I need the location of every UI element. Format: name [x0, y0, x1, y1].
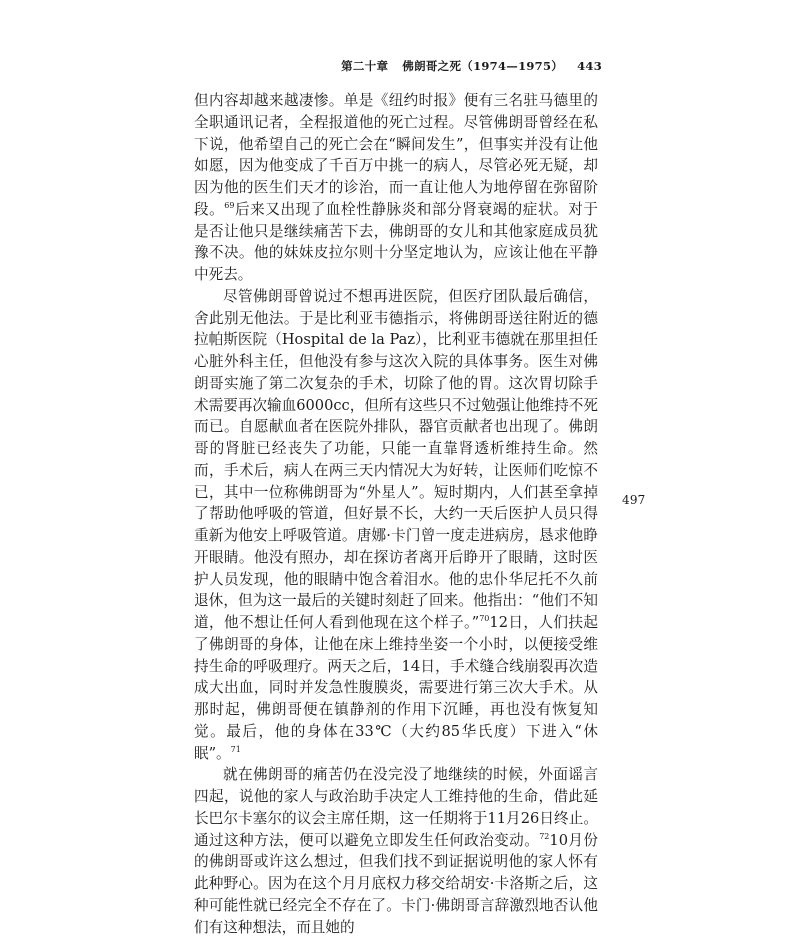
paragraph-text: 尽管佛朗哥曾说过不想再进医院，但医疗团队最后确信，舍此别无他法。于是比利亚韦德指示，将佛朗哥送往附近的德拉帕斯医院（Hospital de la Paz），比利亚韦德就在那里担任心脏外科主任，但他没有参与这次入院的具体事务。医生对佛朗哥实施了第二次复杂的手术，切除了他的胃。这次胃切除手术需要再次输血6000cc，但所有这些只不过勉强让他维持不死而已。自愿献血者在医院外排队，器官贡献者也出现了。佛朗哥的肾脏已经丧失了功能，只能一直靠肾透析维持生命。然而，手术后，病人在两三天内情况大为好转，让医师们吃惊不已，其中一位称佛朗哥为“外星人”。短时期内，人们甚至拿掉了帮助他呼吸的管道，但好景不长，大约一天后医护人员只得重新为他安上呼吸管道。唐娜·卡门曾一度走进病房，恳求他睁开眼睛。他没有照办，却在探访者离开后睁开了眼睛，这时医护人员发现，他的眼睛中饱含着泪水。他的忠仆华尼托不久前退休，但为这一最后的关键时刻赶了回来。他指出：“他们不知道，他不想让任何人看到他现在这个样子。” — [194, 287, 598, 631]
footnote-marker: 69 — [224, 200, 235, 210]
paragraph — [194, 90, 598, 286]
paragraph — [194, 286, 598, 765]
header-page-number: 443 — [577, 59, 602, 73]
paragraph-text: 但内容却越来越凄惨。单是《纽约时报》便有三名驻马德里的全职通讯记者，全程报道他的死亡过程。尽管佛朗哥曾经在私下说，他希望自己的死亡会在“瞬间发生”，但事实并没有让他如愿，因为他变成了千百万中挑一的病人，尽管必死无疑，却因为他的医生们天才的诊治，而一直让他人为地停留在弥留阶段。 — [194, 92, 598, 218]
paragraph-text: 后来又出现了血栓性静脉炎和部分肾衰竭的症状。对于是否让他只是继续痛苦下去，佛朗哥的女儿和其他家庭成员犹豫不决。他的妹妹皮拉尔则十分坚定地认为，应该让他在平静中死去。 — [194, 200, 598, 283]
footnote-marker: 71 — [230, 744, 241, 754]
paragraph-text: 就在佛朗哥的痛苦仍在没完没了地继续的时候，外面谣言四起，说他的家人与政治助手决定人工维持他的生命，借此延长巴尔卡塞尔的议会主席任期，这一任期将于11月26日终止。通过这种方法，便可以避免立即发生任何政治变动。 — [194, 766, 598, 849]
header-chapter: 第二十章 — [341, 59, 389, 73]
margin-page-number: 497 — [622, 493, 646, 507]
header-title: 佛朗哥之死（1974—1975） — [402, 59, 564, 73]
body-text — [194, 90, 598, 938]
paragraph-text: 12日，人们扶起了佛朗哥的身体，让他在床上维持坐姿一个小时，以便接受维持生命的呼吸理疗。两天之后，14日，手术缝合线崩裂再次造成大出血，同时并发急性腹膜炎，需要进行第三次大手术。从那时起，佛朗哥便在镇静剂的作用下沉睡，再也没有恢复知觉。最后，他的身体在33℃（大约85华氏度）下进入“休眠”。 — [194, 614, 598, 762]
running-header — [341, 58, 602, 74]
paragraph-text: 10月份的佛朗哥或许这么想过，但我们找不到证据说明他的家人怀有此种野心。因为在这个月月底权力移交给胡安·卡洛斯之后，这种可能性就已经完全不存在了。卡门·佛朗哥言辞激烈地否认他们有这种想法，而且她的 — [194, 831, 598, 936]
paragraph — [194, 764, 598, 938]
footnote-marker: 70 — [479, 614, 490, 624]
footnote-marker: 72 — [539, 831, 550, 841]
